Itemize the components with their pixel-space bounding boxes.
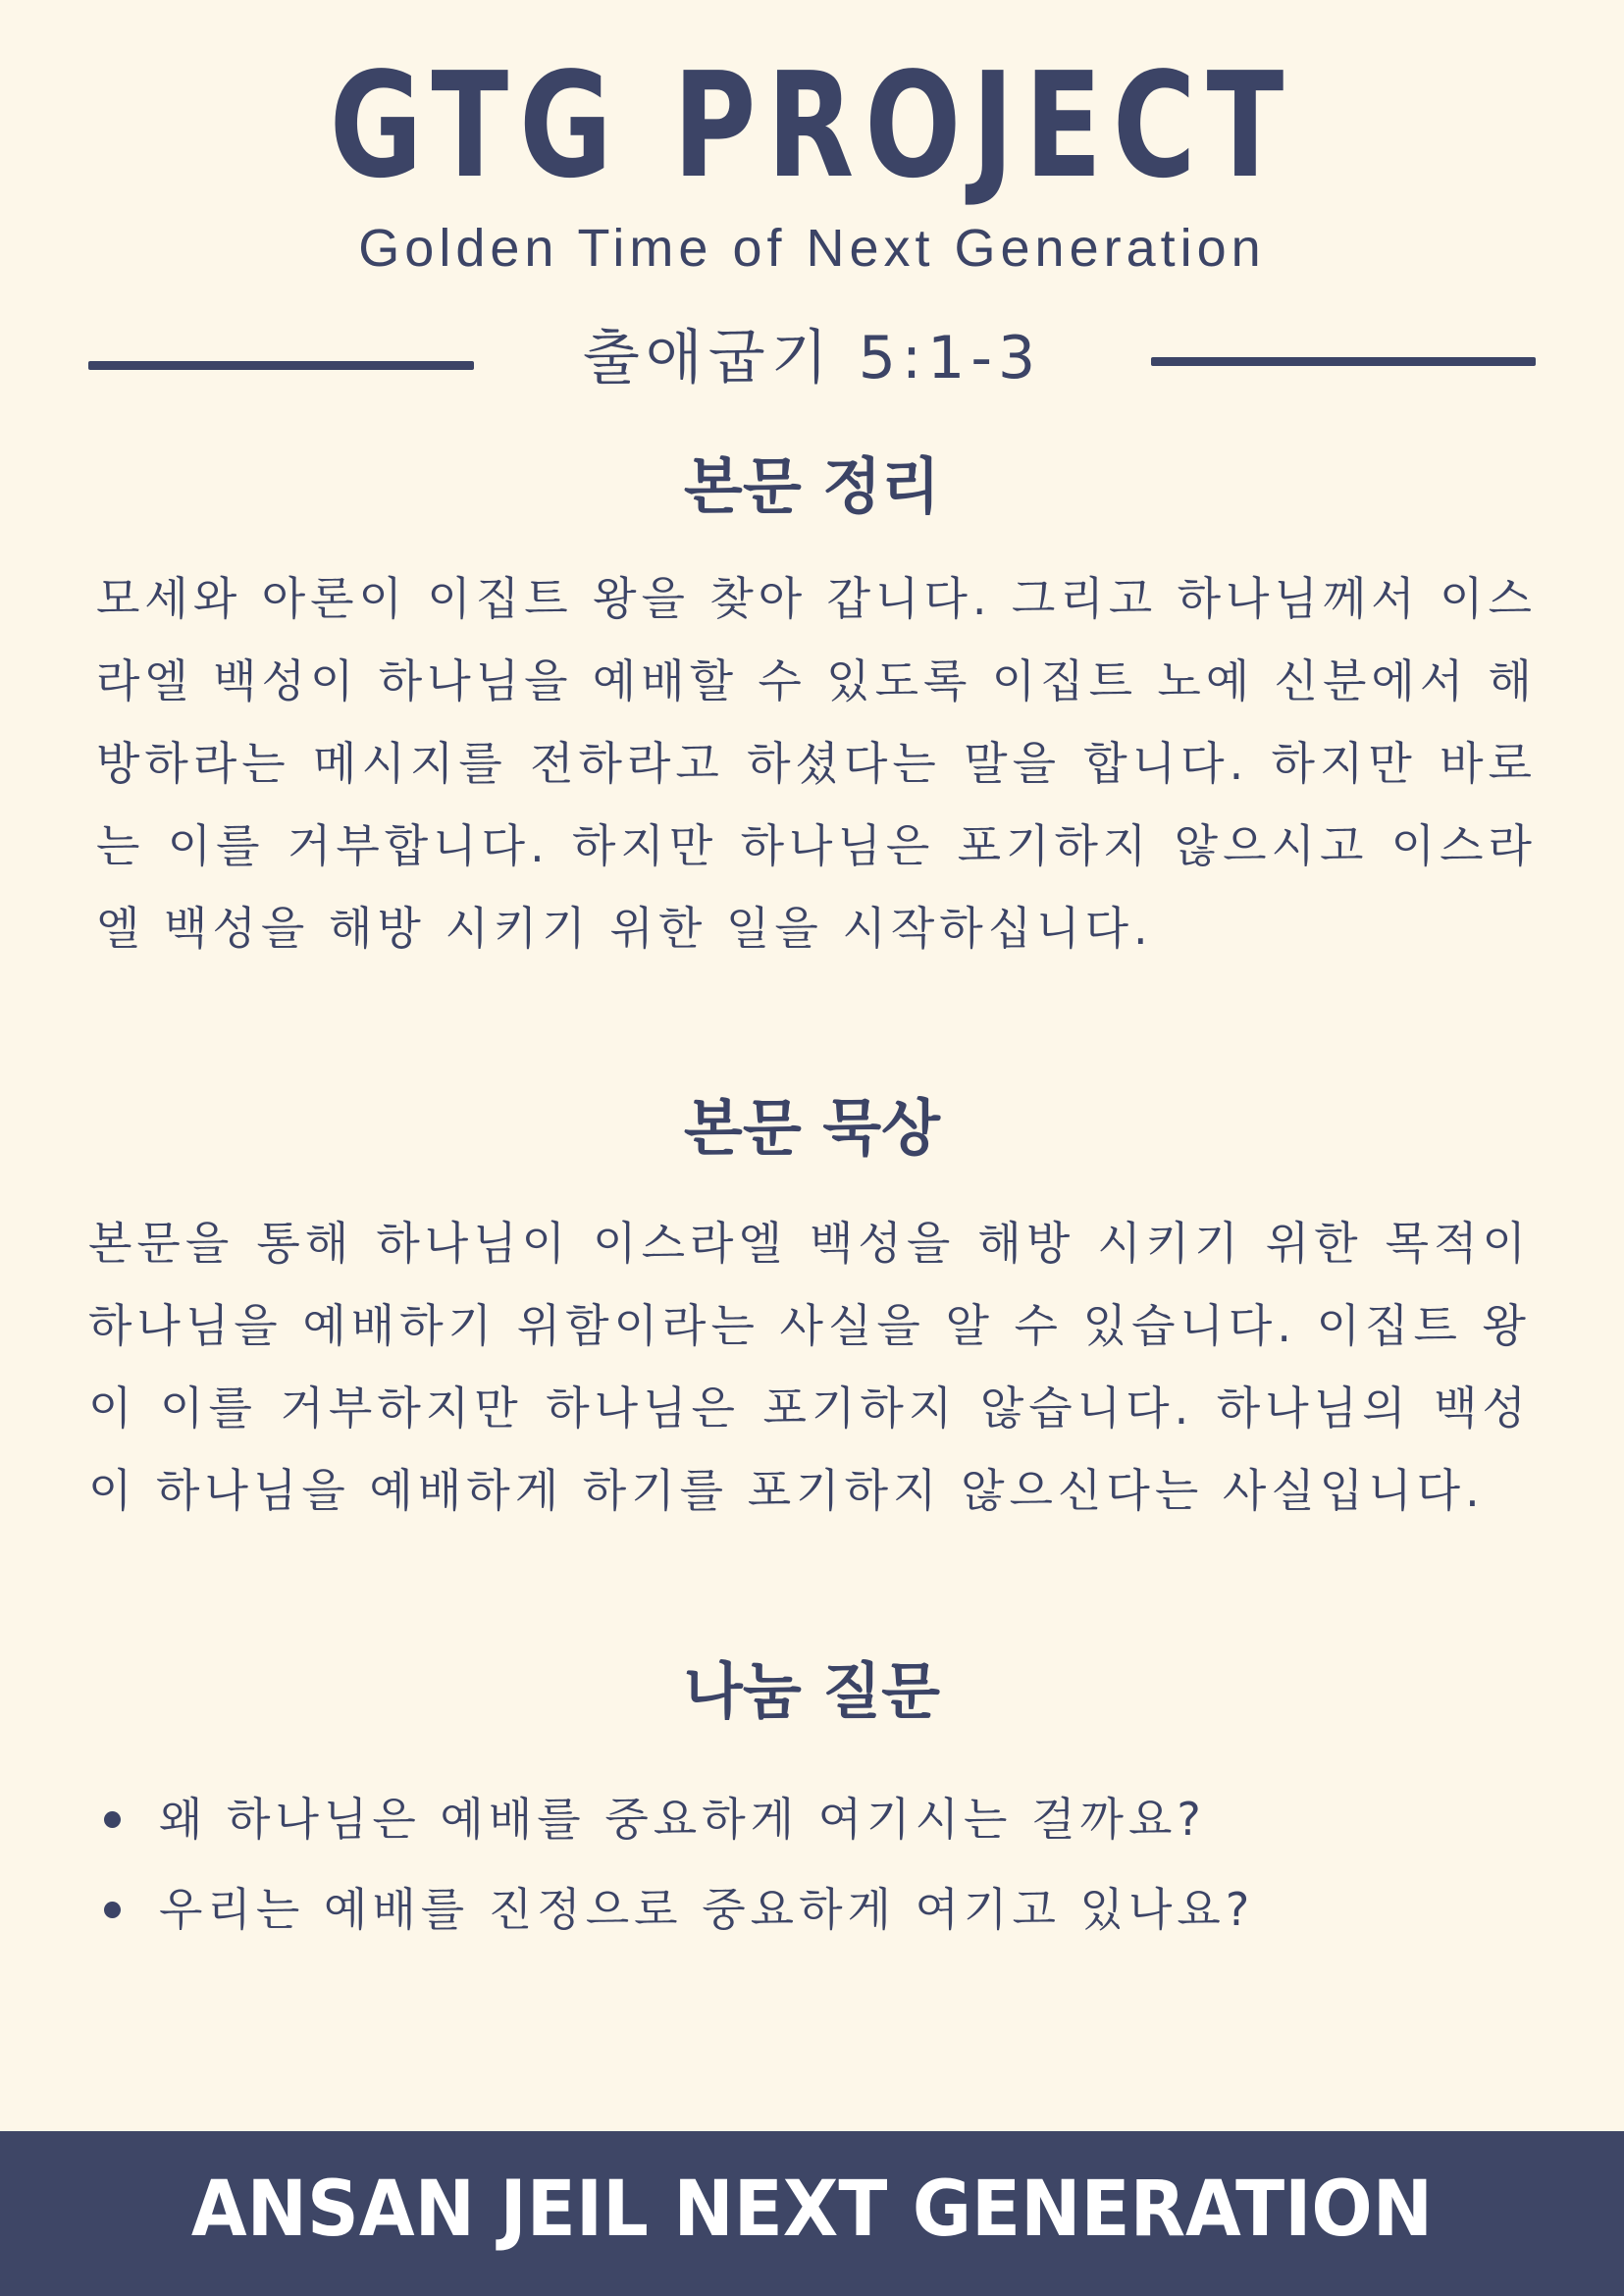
question-list bbox=[98, 1774, 1531, 1955]
question-text: 우리는 예배를 진정으로 중요하게 여기고 있나요? bbox=[159, 1883, 1255, 1936]
sharing-heading: 나눔 질문 bbox=[683, 1655, 941, 1727]
summary-text: 모세와 아론이 이집트 왕을 찾아 갑니다. 그리고 하나님께서 이스라엘 백성이 하나님을 예배할 수 있도록 이집트 노예 신분에서 해방하라는 메시지를 전하라고 하셨다는 말을 합니다. 하지만 바로는 이를 거부합니다. 하지만 하나님은 포기하지 않으시고 이스라엘 백성을 해방 시키기 위한 일을 시작하십니다. bbox=[96, 572, 1537, 955]
bullet-icon bbox=[104, 1902, 121, 1918]
meditation-text: 본문을 통해 하나님이 이스라엘 백성을 해방 시키기 위한 목적이 하나님을 예배하기 위함이라는 사실을 알 수 있습니다. 이집트 왕이 이를 거부하지만 하나님은 포기하지 않습니다. 하나님의 백성이 하나님을 예배하게 하기를 포기하지 않으신다는 사실입니다. bbox=[88, 1217, 1531, 1517]
scripture-reference: 출애굽기 5:1-3 bbox=[582, 324, 1042, 392]
question-text: 왜 하나님은 예배를 중요하게 여기시는 걸까요? bbox=[159, 1793, 1206, 1846]
project-title: GTG PROJECT bbox=[329, 41, 1295, 210]
question-item bbox=[98, 1774, 1531, 1864]
summary-heading: 본문 정리 bbox=[683, 450, 941, 522]
project-subtitle: Golden Time of Next Generation bbox=[358, 219, 1266, 278]
meditation-heading: 본문 묵상 bbox=[683, 1092, 941, 1164]
footer-title: ANSAN JEIL NEXT GENERATION bbox=[190, 2166, 1434, 2254]
footer-banner bbox=[0, 2131, 1624, 2296]
right-divider-line bbox=[1151, 357, 1536, 366]
question-item bbox=[98, 1864, 1531, 1955]
bullet-icon bbox=[104, 1811, 121, 1828]
